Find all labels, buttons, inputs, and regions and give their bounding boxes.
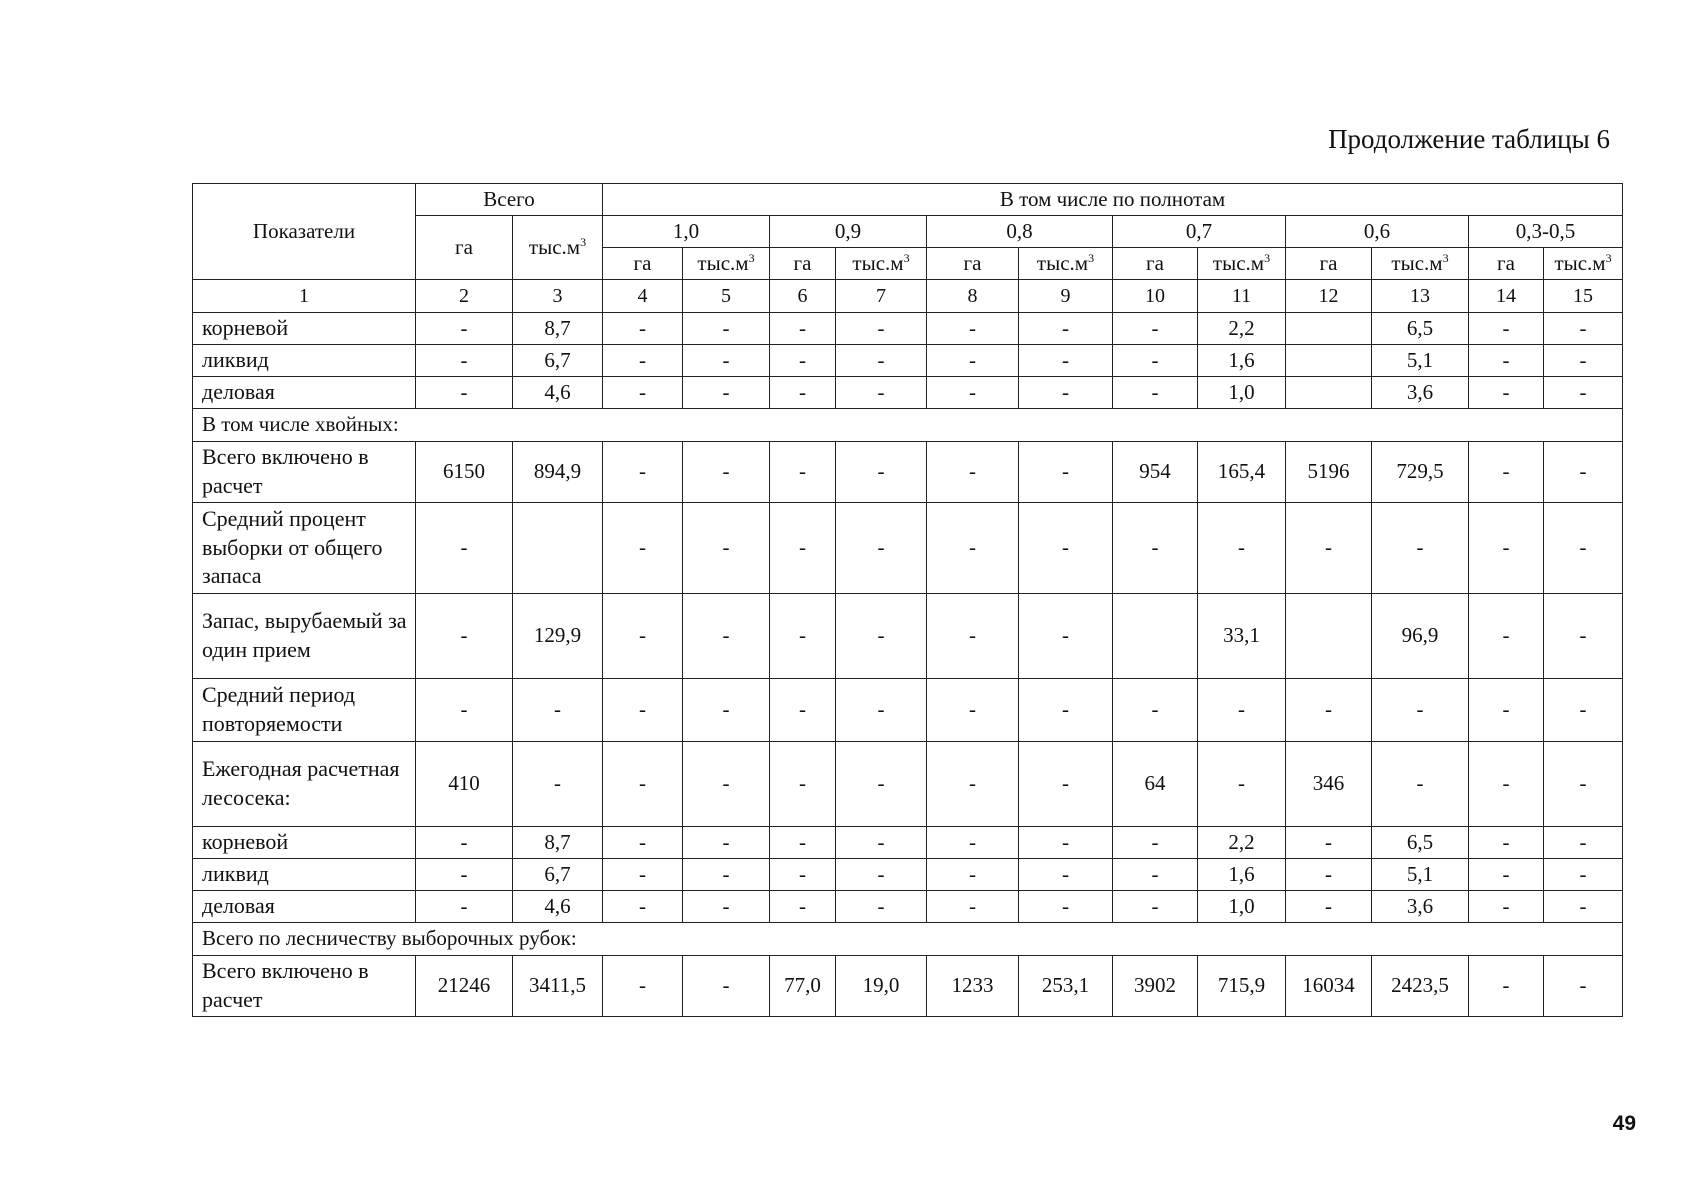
column-number: 1: [193, 280, 416, 313]
table-cell: -: [603, 345, 683, 377]
table-cell: -: [770, 313, 836, 345]
table-cell: -: [513, 742, 603, 827]
table-cell: -: [770, 827, 836, 859]
table-cell: [1286, 345, 1372, 377]
table-cell: -: [770, 345, 836, 377]
table-cell: -: [603, 891, 683, 923]
header-density-2: 0,9: [770, 216, 927, 248]
table-cell: 33,1: [1198, 594, 1286, 679]
table-cell: 715,9: [1198, 956, 1286, 1017]
column-number: 9: [1019, 280, 1113, 313]
table-cell: -: [1544, 827, 1623, 859]
table-cell: 894,9: [513, 442, 603, 503]
section-row: [193, 409, 1623, 442]
table-cell: 96,9: [1372, 594, 1469, 679]
section-title: В том числе хвойных:: [193, 409, 1623, 442]
table-cell: -: [1286, 827, 1372, 859]
table-cell: -: [683, 679, 770, 742]
table-cell: -: [836, 679, 927, 742]
table-cell: -: [1469, 679, 1544, 742]
table-cell: -: [836, 891, 927, 923]
table-row: [193, 594, 1623, 679]
table-cell: 2,2: [1198, 313, 1286, 345]
table-row: [193, 859, 1623, 891]
table-cell: -: [927, 345, 1019, 377]
page-number: 49: [1612, 1112, 1636, 1135]
table-cell: -: [683, 859, 770, 891]
table-cell: 4,6: [513, 377, 603, 409]
table-cell: -: [1019, 345, 1113, 377]
table-cell: -: [416, 377, 513, 409]
table-cell: -: [603, 377, 683, 409]
table-cell: -: [603, 859, 683, 891]
table-cell: 19,0: [836, 956, 927, 1017]
table-cell: -: [1286, 891, 1372, 923]
header-unit-volume: $тыс.м^3$: [1372, 248, 1469, 280]
table-cell: -: [927, 827, 1019, 859]
table-cell: -: [1544, 891, 1623, 923]
column-number: 5: [683, 280, 770, 313]
table-cell: -: [927, 442, 1019, 503]
row-label: ликвид: [193, 345, 416, 377]
table-cell: -: [603, 442, 683, 503]
header-unit-volume: $тыс.м^3$: [683, 248, 770, 280]
header-density-3: 0,8: [927, 216, 1113, 248]
table-cell: -: [927, 742, 1019, 827]
table-cell: 129,9: [513, 594, 603, 679]
table-cell: 6,7: [513, 859, 603, 891]
table-cell: -: [416, 594, 513, 679]
table-cell: -: [1544, 377, 1623, 409]
table-cell: -: [836, 742, 927, 827]
table-cell: -: [1544, 859, 1623, 891]
table-cell: -: [1113, 859, 1198, 891]
table-cell: 6150: [416, 442, 513, 503]
header-unit-ha: га: [603, 248, 683, 280]
table-cell: -: [416, 679, 513, 742]
section-row: [193, 923, 1623, 956]
table-cell: -: [416, 859, 513, 891]
row-label: ликвид: [193, 859, 416, 891]
table-cell: -: [836, 313, 927, 345]
table-cell: -: [603, 503, 683, 594]
table-cell: 3,6: [1372, 377, 1469, 409]
header-by-density: В том числе по полнотам: [603, 184, 1623, 216]
table-cell: -: [836, 377, 927, 409]
row-label: Средний период повторяемости: [193, 679, 416, 742]
header-indicators: Показатели: [193, 184, 416, 280]
column-number: 10: [1113, 280, 1198, 313]
column-number: 4: [603, 280, 683, 313]
table-cell: 1,0: [1198, 891, 1286, 923]
table-cell: -: [1113, 679, 1198, 742]
table-cell: -: [1544, 679, 1623, 742]
table-cell: -: [1544, 345, 1623, 377]
table-cell: -: [1113, 891, 1198, 923]
table-cell: 954: [1113, 442, 1198, 503]
table-cell: -: [1019, 827, 1113, 859]
header-row-1: [193, 184, 1623, 216]
header-density-6: 0,3-0,5: [1469, 216, 1623, 248]
table-cell: -: [1198, 503, 1286, 594]
table-cell: 6,5: [1372, 827, 1469, 859]
table-row: [193, 956, 1623, 1017]
table-cell: -: [1019, 503, 1113, 594]
header-unit-ha: га: [1286, 248, 1372, 280]
table-cell: 253,1: [1019, 956, 1113, 1017]
table-cell: -: [683, 594, 770, 679]
column-number: 15: [1544, 280, 1623, 313]
header-unit-volume: $тыс.м^3$: [1544, 248, 1623, 280]
column-number: 14: [1469, 280, 1544, 313]
table-cell: 410: [416, 742, 513, 827]
table-cell: 4,6: [513, 891, 603, 923]
header-density-1: 1,0: [603, 216, 770, 248]
table-row: [193, 679, 1623, 742]
table-cell: -: [1019, 742, 1113, 827]
column-numbers-row: [193, 280, 1623, 313]
table-cell: -: [1019, 377, 1113, 409]
table-cell: -: [1544, 956, 1623, 1017]
header-density-5: 0,6: [1286, 216, 1469, 248]
table-cell: -: [770, 377, 836, 409]
table-cell: -: [1544, 313, 1623, 345]
table-cell: -: [683, 313, 770, 345]
row-label: Всего включено в расчет: [193, 956, 416, 1017]
table-row: [193, 891, 1623, 923]
table-cell: -: [1113, 827, 1198, 859]
table-cell: -: [770, 442, 836, 503]
header-unit-volume: $тыс.м^3$: [1198, 248, 1286, 280]
table-cell: -: [836, 827, 927, 859]
table-cell: -: [513, 679, 603, 742]
row-label: Ежегодная расчетная лесосека:: [193, 742, 416, 827]
table-cell: -: [683, 442, 770, 503]
table-cell: -: [416, 891, 513, 923]
table-cell: -: [927, 859, 1019, 891]
table-cell: 3411,5: [513, 956, 603, 1017]
table-cell: 2423,5: [1372, 956, 1469, 1017]
table-cell: 6,7: [513, 345, 603, 377]
table-cell: -: [836, 442, 927, 503]
table-cell: -: [683, 742, 770, 827]
table-cell: [513, 503, 603, 594]
table-cell: 8,7: [513, 827, 603, 859]
forest-cutting-table: [192, 183, 1623, 1017]
table-cell: -: [683, 377, 770, 409]
table-cell: -: [1469, 594, 1544, 679]
header-unit-ha: га: [927, 248, 1019, 280]
table-cell: -: [683, 827, 770, 859]
table-cell: -: [1286, 859, 1372, 891]
table-cell: 165,4: [1198, 442, 1286, 503]
row-label: Всего включено в расчет: [193, 442, 416, 503]
table-cell: -: [1469, 742, 1544, 827]
table-cell: -: [1469, 956, 1544, 1017]
table-cell: -: [603, 827, 683, 859]
table-cell: -: [1113, 345, 1198, 377]
table-cell: -: [1286, 679, 1372, 742]
table-cell: -: [770, 859, 836, 891]
table-cell: 16034: [1286, 956, 1372, 1017]
table-cell: -: [683, 956, 770, 1017]
column-number: 12: [1286, 280, 1372, 313]
header-unit-volume: $тыс.м^3$: [1019, 248, 1113, 280]
table-cell: -: [416, 827, 513, 859]
header-total-ha: га: [416, 216, 513, 280]
table-cell: -: [927, 313, 1019, 345]
table-cell: 346: [1286, 742, 1372, 827]
column-number: 2: [416, 280, 513, 313]
row-label: Запас, вырубаемый за один прием: [193, 594, 416, 679]
table-cell: -: [603, 956, 683, 1017]
table-cell: 77,0: [770, 956, 836, 1017]
table-cell: -: [1544, 742, 1623, 827]
section-title: Всего по лесничеству выборочных рубок:: [193, 923, 1623, 956]
table-cell: -: [1469, 313, 1544, 345]
table-cell: -: [1372, 742, 1469, 827]
table-cell: [1286, 594, 1372, 679]
table-cell: 6,5: [1372, 313, 1469, 345]
table-cell: 3902: [1113, 956, 1198, 1017]
table-cell: -: [1469, 827, 1544, 859]
table-cell: [1286, 377, 1372, 409]
table-cell: 729,5: [1372, 442, 1469, 503]
header-total: Всего: [416, 184, 603, 216]
row-label: корневой: [193, 827, 416, 859]
row-label: Средний процент выборки от общего запаса: [193, 503, 416, 594]
table-cell: -: [836, 503, 927, 594]
table-cell: -: [770, 742, 836, 827]
table-cell: [1286, 313, 1372, 345]
table-cell: -: [1544, 594, 1623, 679]
table-cell: -: [1372, 503, 1469, 594]
row-label: деловая: [193, 891, 416, 923]
table-cell: -: [1469, 442, 1544, 503]
table-cell: -: [1372, 679, 1469, 742]
table-cell: -: [683, 891, 770, 923]
table-row: [193, 503, 1623, 594]
table-cell: -: [836, 859, 927, 891]
table-cell: -: [1469, 377, 1544, 409]
table-cell: -: [683, 503, 770, 594]
table-cell: -: [1469, 891, 1544, 923]
table-cell: -: [416, 313, 513, 345]
table-cell: -: [770, 891, 836, 923]
row-label: деловая: [193, 377, 416, 409]
table-row: [193, 442, 1623, 503]
table-cell: 64: [1113, 742, 1198, 827]
table-cell: -: [927, 377, 1019, 409]
table-cell: 8,7: [513, 313, 603, 345]
table-cell: -: [1019, 891, 1113, 923]
column-number: 6: [770, 280, 836, 313]
row-label: корневой: [193, 313, 416, 345]
table-row: [193, 377, 1623, 409]
table-cell: 1233: [927, 956, 1019, 1017]
column-number: 3: [513, 280, 603, 313]
table-cell: -: [603, 313, 683, 345]
table-cell: -: [1469, 503, 1544, 594]
table-cell: -: [1019, 679, 1113, 742]
table-cell: -: [1019, 594, 1113, 679]
table-cell: 5196: [1286, 442, 1372, 503]
table-cell: 1,6: [1198, 345, 1286, 377]
table-cell: -: [927, 503, 1019, 594]
table-cell: -: [1113, 503, 1198, 594]
table-cell: -: [836, 345, 927, 377]
header-density-4: 0,7: [1113, 216, 1286, 248]
table-cell: -: [1198, 679, 1286, 742]
table-cell: -: [770, 503, 836, 594]
table-cell: -: [927, 891, 1019, 923]
table-cell: -: [770, 679, 836, 742]
table-cell: 2,2: [1198, 827, 1286, 859]
column-number: 11: [1198, 280, 1286, 313]
header-unit-ha: га: [1113, 248, 1198, 280]
header-unit-volume: $тыс.м^3$: [836, 248, 927, 280]
table-cell: -: [1113, 313, 1198, 345]
table-cell: 5,1: [1372, 859, 1469, 891]
table-cell: -: [1019, 442, 1113, 503]
table-cell: -: [1019, 313, 1113, 345]
table-cell: [1113, 594, 1198, 679]
table-cell: -: [416, 345, 513, 377]
table-cell: -: [603, 594, 683, 679]
column-number: 7: [836, 280, 927, 313]
table-cell: -: [683, 345, 770, 377]
column-number: 13: [1372, 280, 1469, 313]
table-cell: 1,6: [1198, 859, 1286, 891]
table-cell: -: [1469, 859, 1544, 891]
table-row: [193, 313, 1623, 345]
header-total-volume: $тыс.м^3$: [513, 216, 603, 280]
table-cell: -: [603, 742, 683, 827]
table-cell: -: [836, 594, 927, 679]
table-cell: 1,0: [1198, 377, 1286, 409]
table-cell: -: [927, 594, 1019, 679]
table-cell: -: [603, 679, 683, 742]
table-cell: -: [416, 503, 513, 594]
table-caption: Продолжение таблицы 6: [1328, 124, 1610, 154]
table-cell: -: [1286, 503, 1372, 594]
table-body: [193, 313, 1623, 1017]
table-cell: 5,1: [1372, 345, 1469, 377]
column-number: 8: [927, 280, 1019, 313]
table-cell: -: [1544, 442, 1623, 503]
table-cell: -: [1544, 503, 1623, 594]
table-cell: 3,6: [1372, 891, 1469, 923]
table-cell: -: [1198, 742, 1286, 827]
table-cell: -: [1469, 345, 1544, 377]
header-unit-ha: га: [1469, 248, 1544, 280]
table-row: [193, 742, 1623, 827]
table-row: [193, 345, 1623, 377]
table-cell: -: [1019, 859, 1113, 891]
table-cell: -: [927, 679, 1019, 742]
table-row: [193, 827, 1623, 859]
header-unit-ha: га: [770, 248, 836, 280]
table-cell: 21246: [416, 956, 513, 1017]
table-cell: -: [770, 594, 836, 679]
table-cell: -: [1113, 377, 1198, 409]
